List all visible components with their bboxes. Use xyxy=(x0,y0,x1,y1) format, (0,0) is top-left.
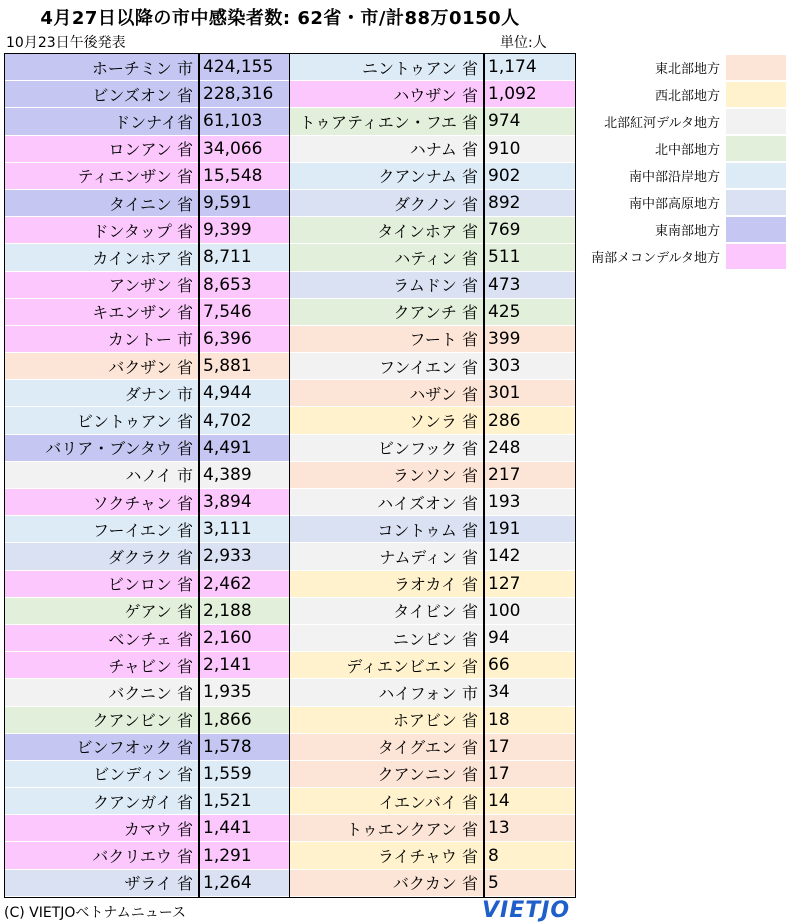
table-row xyxy=(5,244,290,271)
legend-swatch xyxy=(726,55,786,80)
case-count: 1,264 xyxy=(198,870,290,896)
case-count: 100 xyxy=(483,598,575,624)
province-name: ホアビン 省 xyxy=(392,711,478,731)
case-count: 511 xyxy=(483,244,575,270)
case-count: 8,653 xyxy=(198,272,290,298)
province-name: クアンガイ 省 xyxy=(93,792,193,812)
province-name: カントー 市 xyxy=(107,330,193,350)
province-name: ドンタップ 省 xyxy=(92,221,193,241)
table-row xyxy=(290,244,575,271)
province-name: ハウザン 省 xyxy=(393,85,478,105)
table-row xyxy=(5,326,290,353)
table-row xyxy=(5,489,290,516)
province-name: クアンニン 省 xyxy=(377,765,478,785)
column-divider xyxy=(198,54,200,897)
province-name: タイグエン 省 xyxy=(377,738,478,758)
table-row xyxy=(5,353,290,380)
case-count: 286 xyxy=(483,407,575,433)
table-row xyxy=(290,190,575,217)
province-name: ダクノン 省 xyxy=(393,194,478,214)
case-count: 1,441 xyxy=(198,815,290,841)
right-table xyxy=(289,53,576,898)
legend-swatch xyxy=(726,244,786,269)
table-row xyxy=(5,81,290,108)
case-count: 6,396 xyxy=(198,326,290,352)
table-row xyxy=(290,136,575,163)
table-row xyxy=(5,625,290,652)
table-row xyxy=(5,571,290,598)
province-name: フート 省 xyxy=(409,330,478,350)
page-title: 4月27日以降の市中感染者数: 62省・市/計88万0150人 xyxy=(40,8,520,29)
case-count: 228,316 xyxy=(198,81,290,107)
province-name: ナムディン 省 xyxy=(379,547,478,567)
province-name: バクリエウ 省 xyxy=(92,847,193,867)
province-name: ランソン 省 xyxy=(392,466,478,486)
table-row xyxy=(5,598,290,625)
table-row xyxy=(290,272,575,299)
table-row xyxy=(290,353,575,380)
province-name: ハティン 省 xyxy=(394,248,478,268)
legend-swatch xyxy=(726,190,786,215)
legend-item xyxy=(576,162,786,189)
province-name: イエンバイ 省 xyxy=(378,792,478,812)
province-name: ハイフォン 市 xyxy=(378,683,478,703)
case-count: 1,521 xyxy=(198,788,290,814)
case-count: 5 xyxy=(483,870,575,896)
case-count: 142 xyxy=(483,543,575,569)
table-row xyxy=(290,326,575,353)
table-row xyxy=(5,380,290,407)
province-name: タインホア 省 xyxy=(377,221,478,241)
table-row xyxy=(5,54,290,81)
province-name: ライチャウ 省 xyxy=(377,847,478,867)
province-name: タイニン 省 xyxy=(108,194,193,214)
province-name: ハノイ 市 xyxy=(125,466,193,486)
table-row xyxy=(290,788,575,815)
table-row xyxy=(5,761,290,788)
case-count: 3,111 xyxy=(198,516,290,542)
table-row xyxy=(290,870,575,897)
case-count: 4,491 xyxy=(198,435,290,461)
table-row xyxy=(5,435,290,462)
table-row xyxy=(5,136,290,163)
province-name: ロンアン 省 xyxy=(108,140,193,160)
case-count: 193 xyxy=(483,489,575,515)
column-divider xyxy=(483,54,485,897)
legend-label: 南中部高原地方 xyxy=(628,197,720,212)
table-row xyxy=(290,489,575,516)
legend-item xyxy=(576,108,786,135)
province-name: ビントゥアン 省 xyxy=(76,412,193,432)
copyright-text: (C) VIETJOベトナムニュース xyxy=(4,905,187,921)
province-name: フーイエン 省 xyxy=(93,520,193,540)
table-row xyxy=(5,407,290,434)
case-count: 1,092 xyxy=(483,81,575,107)
case-count: 4,944 xyxy=(198,380,290,406)
legend-swatch xyxy=(726,109,786,134)
province-name: ハナム 省 xyxy=(409,140,478,160)
legend-item xyxy=(576,135,786,162)
table-row xyxy=(5,462,290,489)
case-count: 473 xyxy=(483,272,575,298)
province-name: ニントゥアン 省 xyxy=(361,58,478,78)
case-count: 3,894 xyxy=(198,489,290,515)
province-name: ハイズオン 省 xyxy=(377,493,478,513)
province-name: クアンビン 省 xyxy=(92,711,193,731)
province-name: ラオカイ 省 xyxy=(393,575,478,595)
legend-label: 南中部沿岸地方 xyxy=(628,170,720,185)
table-row xyxy=(290,761,575,788)
table-row xyxy=(5,734,290,761)
table-row xyxy=(290,54,575,81)
province-name: キエンザン 省 xyxy=(92,303,193,323)
case-count: 14 xyxy=(483,788,575,814)
legend-swatch xyxy=(726,136,786,161)
legend-item xyxy=(576,216,786,243)
table-row xyxy=(290,462,575,489)
case-count: 13 xyxy=(483,815,575,841)
province-name: ビンズオン 省 xyxy=(92,85,193,105)
case-count: 9,399 xyxy=(198,217,290,243)
case-count: 301 xyxy=(483,380,575,406)
table-row xyxy=(290,679,575,706)
case-count: 902 xyxy=(483,163,575,189)
case-count: 94 xyxy=(483,625,575,651)
table-row xyxy=(5,788,290,815)
table-row xyxy=(5,299,290,326)
province-name: ダナン 市 xyxy=(124,384,193,404)
province-name: ビンディン 省 xyxy=(93,765,193,785)
legend-label: 東南部地方 xyxy=(654,224,720,239)
case-count: 2,462 xyxy=(198,571,290,597)
table-row xyxy=(5,652,290,679)
table-row xyxy=(5,272,290,299)
case-count: 127 xyxy=(483,571,575,597)
province-name: トゥアティエン・フエ 省 xyxy=(299,112,478,132)
case-count: 1,559 xyxy=(198,761,290,787)
case-count: 2,188 xyxy=(198,598,290,624)
legend-label: 西北部地方 xyxy=(654,89,720,104)
case-count: 910 xyxy=(483,136,575,162)
table-row xyxy=(5,870,290,897)
province-name: ディエンビエン 省 xyxy=(346,656,478,676)
case-count: 34 xyxy=(483,679,575,705)
case-count: 1,578 xyxy=(198,734,290,760)
table-row xyxy=(290,598,575,625)
table-row xyxy=(290,625,575,652)
province-name: チャビン 省 xyxy=(108,656,193,676)
table-row xyxy=(290,81,575,108)
case-count: 1,174 xyxy=(483,54,575,80)
legend-swatch xyxy=(726,82,786,107)
province-name: クアンナム 省 xyxy=(378,167,478,187)
legend-label: 北中部地方 xyxy=(654,143,720,158)
province-name: ハザン 省 xyxy=(409,384,478,404)
table-row xyxy=(290,108,575,135)
case-count: 7,546 xyxy=(198,299,290,325)
case-count: 5,881 xyxy=(198,353,290,379)
table-row xyxy=(5,217,290,244)
province-name: フンイエン 省 xyxy=(378,357,478,377)
province-name: ニンビン 省 xyxy=(392,629,478,649)
table-row xyxy=(290,163,575,190)
table-row xyxy=(290,734,575,761)
case-count: 425 xyxy=(483,299,575,325)
case-count: 1,935 xyxy=(198,679,290,705)
case-count: 248 xyxy=(483,435,575,461)
province-name: ベンチェ 省 xyxy=(108,629,193,649)
legend-item xyxy=(576,189,786,216)
province-name: ビンフオック 省 xyxy=(76,738,193,758)
announcement-date: 10月23日午後発表 xyxy=(6,35,126,51)
region-legend xyxy=(576,54,786,270)
case-count: 8 xyxy=(483,842,575,868)
table-row xyxy=(290,543,575,570)
table-row xyxy=(5,679,290,706)
table-row xyxy=(290,380,575,407)
province-name: カインホア 省 xyxy=(92,248,193,268)
case-count: 2,141 xyxy=(198,652,290,678)
case-count: 17 xyxy=(483,734,575,760)
province-name: バクニン 省 xyxy=(108,683,193,703)
case-count: 4,702 xyxy=(198,407,290,433)
table-row xyxy=(290,571,575,598)
table-row xyxy=(5,815,290,842)
table-row xyxy=(290,407,575,434)
case-count: 66 xyxy=(483,652,575,678)
legend-item xyxy=(576,243,786,270)
province-name: コントゥム 省 xyxy=(377,520,478,540)
province-name: ラムドン 省 xyxy=(393,276,478,296)
legend-label: 東北部地方 xyxy=(654,62,720,77)
table-row xyxy=(290,815,575,842)
table-row xyxy=(5,842,290,869)
legend-swatch xyxy=(726,217,786,242)
case-count: 303 xyxy=(483,353,575,379)
province-name: トゥエンクアン 省 xyxy=(346,819,478,839)
table-row xyxy=(290,299,575,326)
table-row xyxy=(5,516,290,543)
table-row xyxy=(5,163,290,190)
legend-swatch xyxy=(726,163,786,188)
province-name: バクカン 省 xyxy=(392,874,478,894)
legend-item xyxy=(576,81,786,108)
vietjo-logo: VIETJO xyxy=(482,898,571,923)
province-name: ザライ 省 xyxy=(124,874,193,894)
case-count: 974 xyxy=(483,108,575,134)
province-name: ホーチミン 市 xyxy=(91,58,193,78)
case-count: 1,866 xyxy=(198,707,290,733)
province-name: バクザン 省 xyxy=(108,357,193,377)
province-name: ビンロン 省 xyxy=(107,575,193,595)
province-name: クアンチ 省 xyxy=(393,303,478,323)
case-count: 217 xyxy=(483,462,575,488)
table-row xyxy=(5,108,290,135)
table-row xyxy=(290,652,575,679)
province-name: ゲアン 省 xyxy=(124,602,193,622)
table-row xyxy=(290,707,575,734)
province-name: カマウ 省 xyxy=(123,819,193,839)
case-count: 15,548 xyxy=(198,163,290,189)
table-row xyxy=(290,516,575,543)
case-count: 4,389 xyxy=(198,462,290,488)
case-count: 2,933 xyxy=(198,543,290,569)
table-row xyxy=(5,543,290,570)
case-count: 424,155 xyxy=(198,54,290,80)
case-count: 18 xyxy=(483,707,575,733)
table-row xyxy=(290,217,575,244)
case-count: 769 xyxy=(483,217,575,243)
table-row xyxy=(290,842,575,869)
province-name: ティエンザン 省 xyxy=(77,167,193,187)
case-count: 892 xyxy=(483,190,575,216)
legend-label: 北部紅河デルタ地方 xyxy=(604,116,720,131)
case-count: 61,103 xyxy=(198,108,290,134)
case-count: 34,066 xyxy=(198,136,290,162)
legend-item xyxy=(576,54,786,81)
case-count: 17 xyxy=(483,761,575,787)
case-count: 1,291 xyxy=(198,842,290,868)
table-row xyxy=(5,190,290,217)
case-count: 191 xyxy=(483,516,575,542)
table-row xyxy=(5,707,290,734)
province-name: ドンナイ省 xyxy=(114,112,193,132)
province-name: ソクチャン 省 xyxy=(92,493,193,513)
left-table xyxy=(4,53,291,898)
province-name: バリア・ブンタウ 省 xyxy=(45,439,193,459)
province-name: ダクラク 省 xyxy=(107,547,193,567)
legend-label: 南部メコンデルタ地方 xyxy=(591,251,720,266)
province-name: アンザン 省 xyxy=(108,276,193,296)
case-count: 8,711 xyxy=(198,244,290,270)
unit-label: 単位:人 xyxy=(500,35,547,51)
province-name: タイビン 省 xyxy=(393,602,478,622)
province-name: ソンラ 省 xyxy=(408,412,478,432)
table-row xyxy=(290,435,575,462)
case-count: 2,160 xyxy=(198,625,290,651)
case-count: 399 xyxy=(483,326,575,352)
case-count: 9,591 xyxy=(198,190,290,216)
province-name: ビンフック 省 xyxy=(378,439,478,459)
